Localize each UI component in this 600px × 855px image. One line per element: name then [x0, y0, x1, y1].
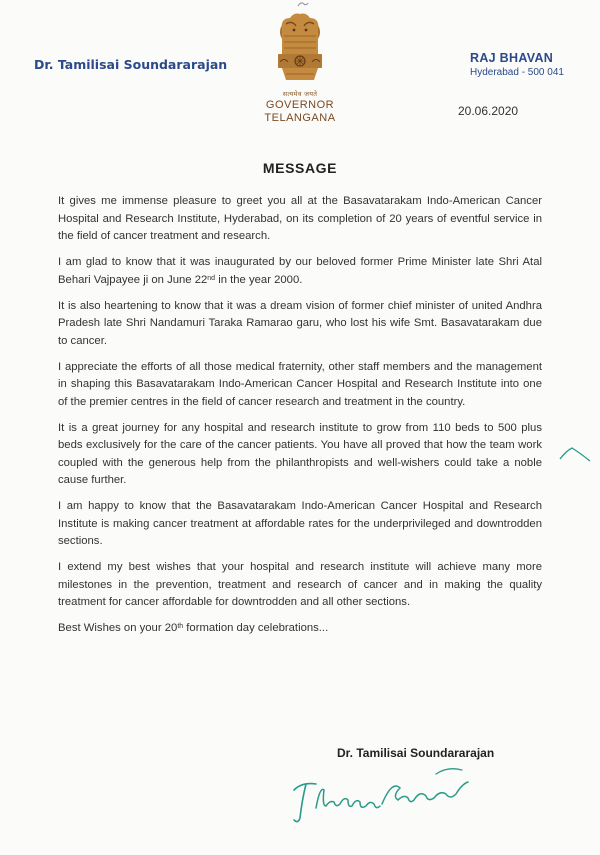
sender-name: Dr. Tamilisai Soundararajan [34, 57, 228, 72]
residence-city: Hyderabad - 500 041 [470, 67, 564, 78]
paragraph-2: I am glad to know that it was inaugurated by our beloved former Prime Minister late Shri Atal Behari Vajpayee ji on June 22nd in the year 2000. [58, 256, 542, 286]
paragraph-5: It is a great journey for any hospital and research institute to grow from 110 beds to 500 plus beds exclusively for the care of the cancer patients. You have all proved that how the team work coupled with the generous help from the philanthropists and well-wishers could take a noble cause further. [58, 421, 542, 486]
message-body [58, 193, 542, 638]
emblem-motto: सत्यमेव जयते [282, 90, 318, 98]
paragraph-4: I appreciate the efforts of all those medical fraternity, other staff members and the management in shaping this Basavatarakam Indo-American Cancer Hospital and Research Institute into one of the premier centres in the field of cancer research and treatment in the country. [58, 360, 542, 408]
residence-block [470, 51, 564, 78]
paragraph-8: Best Wishes on your 20th formation day celebrations... [58, 622, 329, 634]
message-heading: MESSAGE [262, 160, 338, 176]
signatory-name: Dr. Tamilisai Soundararajan [337, 746, 495, 760]
residence-name: RAJ BHAVAN [470, 51, 554, 65]
office-title: GOVERNOR [265, 99, 335, 111]
paragraph-7: I extend my best wishes that your hospital and research institute will achieve many more milestones in the prevention, treatment and research of cancer and in making the quality treatment for cancer affordable for downtrodden and all other sections. [58, 561, 542, 608]
green-tick-mark-icon [558, 445, 592, 465]
paragraph-1: It gives me immense pleasure to greet you all at the Basavatarakam Indo-American Cancer Hospital and Research Institute, Hyderabad, on its completion of 20 years of eventful service in the field of cancer treatment and research. [58, 195, 542, 242]
letterhead-crest [248, 10, 352, 125]
letter-date: 20.06.2020 [458, 104, 519, 118]
paragraph-3: It is also heartening to know that it was a dream vision of former chief minister of united Andhra Pradesh late Shri Nandamuri Taraka Ramarao garu, who lost his wife Smt. Basavatarakam due to cancer. [58, 299, 542, 347]
pencil-mark-icon [296, 0, 310, 10]
office-state: TELANGANA [264, 112, 336, 124]
national-emblem-icon [272, 10, 328, 88]
handwritten-signature-icon [286, 760, 486, 830]
paragraph-6: I am happy to know that the Basavatarakam Indo-American Cancer Hospital and Research Institute is making cancer treatment at affordable rates for the underprivileged and downtrodden sections. [58, 500, 542, 547]
